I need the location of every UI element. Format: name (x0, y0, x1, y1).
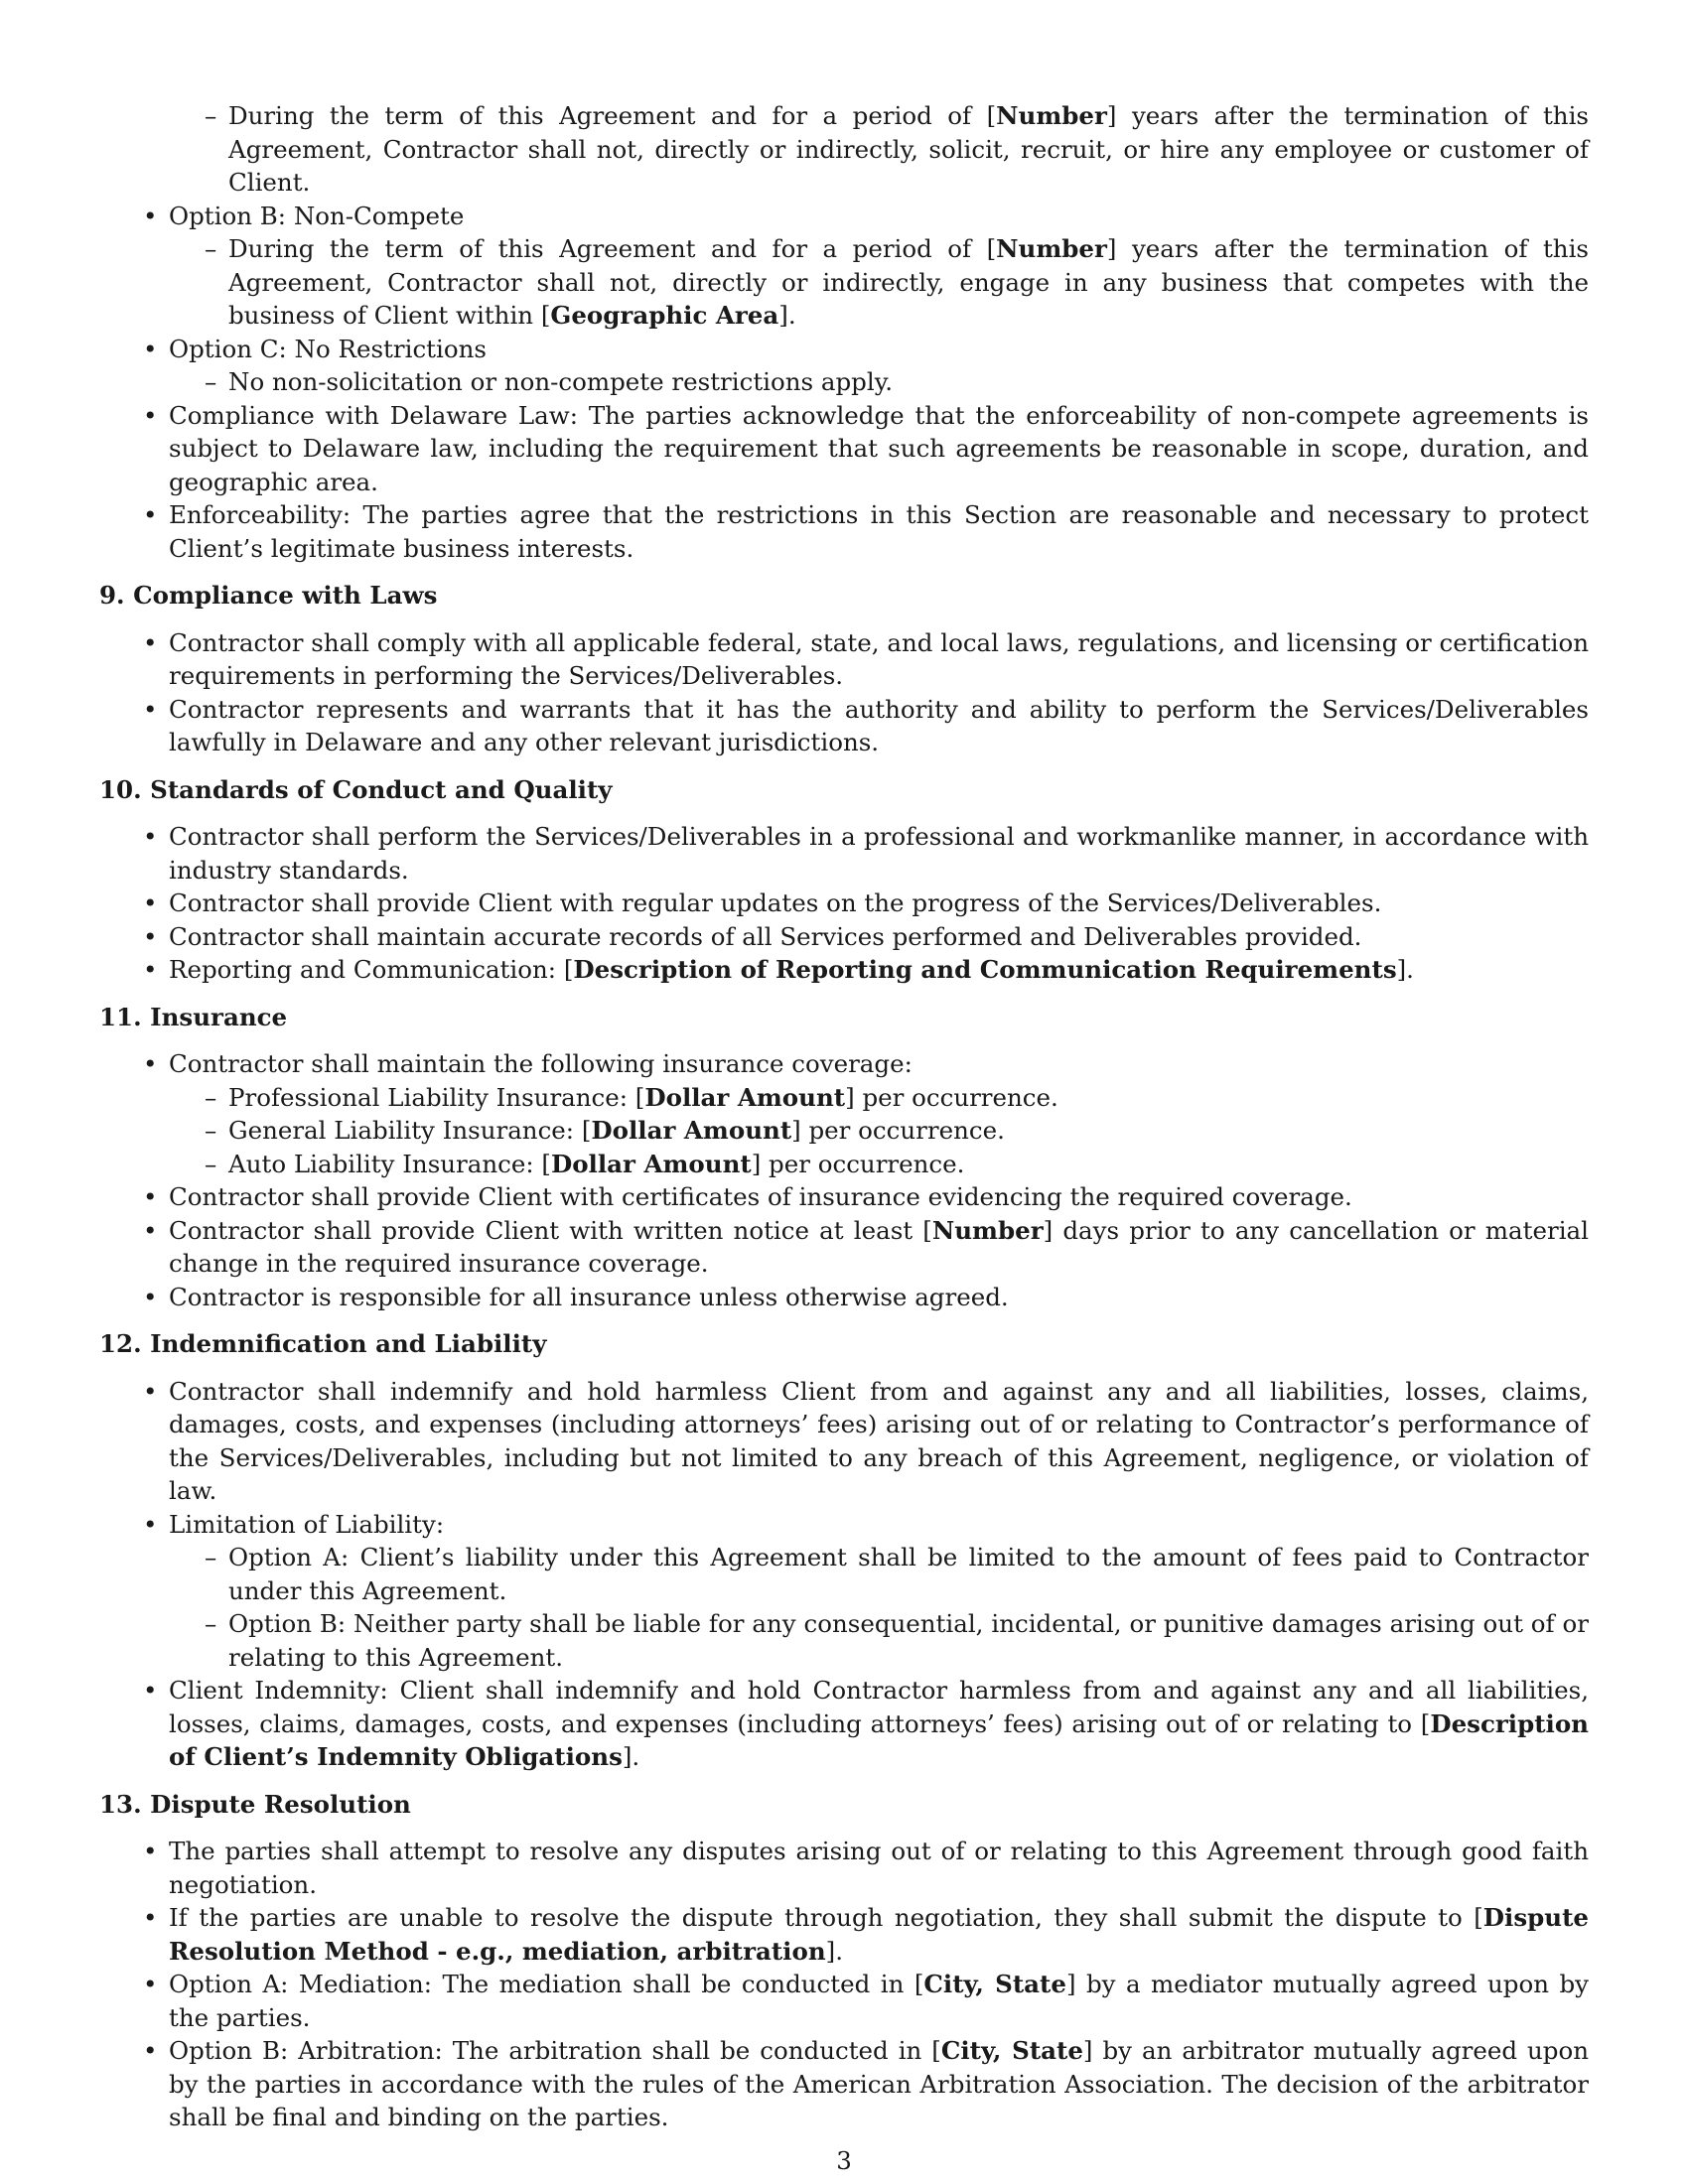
list-item: • Option C: No Restrictions – No non-solicitation or non-compete restrictions apply. (99, 333, 1589, 399)
list-item: • Reporting and Communication: [Description of Reporting and Communication Requirements]. (99, 953, 1589, 987)
section-8-list (99, 200, 1589, 566)
list-item: – During the term of this Agreement and for a period of [Number] years after the termination of this Agreement, Contractor shall not, directly or indirectly, engage in any business that competes with the business of Client within [Geographic Area]. (169, 232, 1589, 333)
section-9-title: 9. Compliance with Laws (99, 581, 438, 610)
list-item: – Auto Liability Insurance: [Dollar Amount] per occurrence. (169, 1148, 1589, 1181)
list-item: • Limitation of Liability: – Option A: Client’s liability under this Agreement shall be limited to the amount of fees paid to Contractor under this Agreement. – Option B: Neither party shall be liable for any consequential, incidental, or punitive damages arising out of or relating to this Agreement. (99, 1508, 1589, 1675)
section-10-title: 10. Standards of Conduct and Quality (99, 774, 613, 804)
list-item: • Contractor shall provide Client with written notice at least [Number] days prior to any cancellation or material change in the required insurance coverage. (99, 1214, 1589, 1281)
list-item: • Contractor shall maintain accurate records of all Services performed and Deliverables provided. (99, 920, 1589, 954)
list-item: • Contractor shall perform the Services/Deliverables in a professional and workmanlike manner, in accordance with industry standards. (99, 820, 1589, 887)
section-13-title: 13. Dispute Resolution (99, 1789, 411, 1819)
page-content (99, 99, 1589, 2134)
list-item: • Contractor represents and warrants that it has the authority and ability to perform the Services/Deliverables lawfully in Delaware and any other relevant jurisdictions. (99, 693, 1589, 759)
list-item: • Contractor shall provide Client with regular updates on the progress of the Services/Deliverables. (99, 887, 1589, 920)
list-item: – During the term of this Agreement and for a period of [Number] years after the termination of this Agreement, Contractor shall not, directly or indirectly, solicit, recruit, or hire any employee or customer of Client. (99, 99, 1589, 200)
list-item: • Option A: Mediation: The mediation shall be conducted in [City, State] by a mediator mutually agreed upon by the parties. (99, 1968, 1589, 2034)
section-11-title: 11. Insurance (99, 1002, 288, 1031)
list-item: – Professional Liability Insurance: [Dollar Amount] per occurrence. (169, 1081, 1589, 1115)
list-item: • Contractor shall comply with all applicable federal, state, and local laws, regulations, and licensing or certification requirements in performing the Services/Deliverables. (99, 626, 1589, 693)
list-item: • Option B: Non-Compete – During the term of this Agreement and for a period of [Number] years after the termination of this Agreement, Contractor shall not, directly or indirectly, engage in any business that competes with the business of Client within [Geographic Area]. (99, 200, 1589, 333)
list-item: • Contractor shall provide Client with certificates of insurance evidencing the required coverage. (99, 1180, 1589, 1214)
list-item: • Contractor is responsible for all insurance unless otherwise agreed. (99, 1281, 1589, 1314)
list-item: – Option B: Neither party shall be liable for any consequential, incidental, or punitive damages arising out of or relating to this Agreement. (169, 1607, 1589, 1674)
coverage-sublist (169, 1081, 1589, 1181)
option-a-sublist (99, 99, 1589, 200)
list-item: • Option B: Arbitration: The arbitration shall be conducted in [City, State] by an arbitrator mutually agreed upon by the parties in accordance with the rules of the American Arbitration Association. The decision of the arbitrator shall be final and binding on the parties. (99, 2034, 1589, 2134)
list-item: • If the parties are unable to resolve the dispute through negotiation, they shall submit the dispute to [Dispute Resolution Method - e.g., mediation, arbitration]. (99, 1901, 1589, 1968)
section-13-list (99, 1835, 1589, 2134)
section-12-list (99, 1375, 1589, 1774)
list-item: • Compliance with Delaware Law: The parties acknowledge that the enforceability of non-compete agreements is subject to Delaware law, including the requirement that such agreements be reasonable in scope, duration, and geographic area. (99, 399, 1589, 499)
option-c-sublist (169, 365, 1589, 399)
section-11-list (99, 1047, 1589, 1313)
list-item: • The parties shall attempt to resolve any disputes arising out of or relating to this Agreement through good faith negotiation. (99, 1835, 1589, 1901)
section-12-title: 12. Indemnification and Liability (99, 1329, 547, 1358)
list-item: • Client Indemnity: Client shall indemnify and hold Contractor harmless from and against any and all liabilities, losses, claims, damages, costs, and expenses (including attorneys’ fees) arising out of or relating to [Description of Client’s Indemnity Obligations]. (99, 1674, 1589, 1774)
section-10-list (99, 820, 1589, 987)
list-item: – Option A: Client’s liability under this Agreement shall be limited to the amount of fees paid to Contractor under this Agreement. (169, 1541, 1589, 1607)
list-item: • Contractor shall maintain the following insurance coverage: – Professional Liability Insurance: [Dollar Amount] per occurrence. – General Liability Insurance: [Dollar Amount] per occurrence. – Auto Liability Insurance: [Dollar Amount] per occurrence. (99, 1047, 1589, 1180)
section-9-list (99, 626, 1589, 759)
limitation-sublist (169, 1541, 1589, 1674)
option-b-sublist (169, 232, 1589, 333)
list-item: • Contractor shall indemnify and hold harmless Client from and against any and all liabilities, losses, claims, damages, costs, and expenses (including attorneys’ fees) arising out of or relating to Contractor’s performance of the Services/Deliverables, including but not limited to any breach of this Agreement, negligence, or violation of law. (99, 1375, 1589, 1508)
list-item: – No non-solicitation or non-compete restrictions apply. (169, 365, 1589, 399)
list-item: • Enforceability: The parties agree that the restrictions in this Section are reasonable and necessary to protect Client’s legitimate business interests. (99, 498, 1589, 565)
page-number: 3 (836, 2146, 852, 2175)
list-item: – General Liability Insurance: [Dollar Amount] per occurrence. (169, 1114, 1589, 1148)
